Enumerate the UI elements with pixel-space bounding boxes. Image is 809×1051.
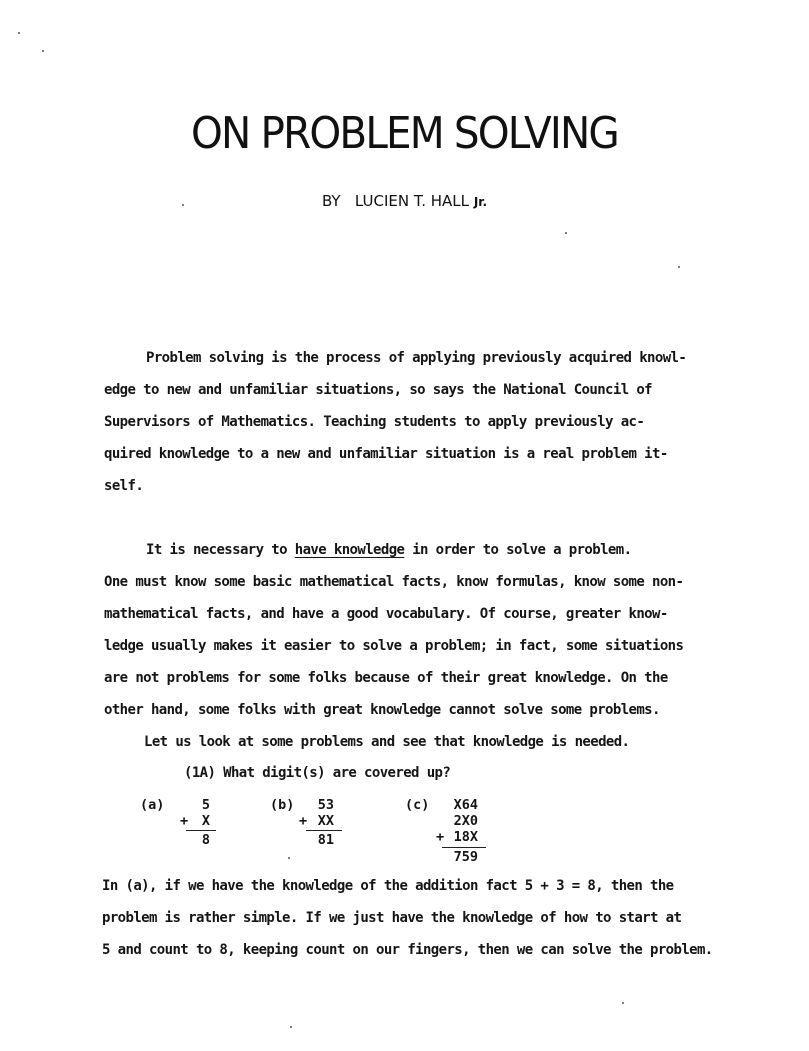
problem-label: (b) <box>270 797 295 813</box>
paragraph-3: Let us look at some problems and see that knowledge is needed. <box>144 734 630 750</box>
addend: 5 <box>201 797 210 813</box>
paragraph-2-line: ledge usually makes it easier to solve a problem; in fact, some situations <box>104 638 684 654</box>
plus-operator: + <box>299 813 308 829</box>
paragraph-2-line: other hand, some folks with great knowledge cannot solve some problems. <box>104 702 660 718</box>
byline-author: LUCIEN T. HALL <box>354 192 470 210</box>
plus-operator: + <box>436 829 445 845</box>
paragraph-1-line: quired knowledge to a new and unfamiliar situation is a real problem it- <box>104 446 668 462</box>
byline <box>0 192 809 210</box>
paragraph-2-line: One must know some basic mathematical facts, know formulas, know some non- <box>104 574 684 590</box>
sum-rule <box>442 847 486 848</box>
paragraph-2-line: mathematical facts, and have a good vocabulary. Of course, greater know- <box>104 606 668 622</box>
scan-speck <box>622 1002 624 1004</box>
paragraph-4-line: In (a), if we have the knowledge of the addition fact 5 + 3 = 8, then the <box>102 878 674 894</box>
problem-label: (a) <box>140 797 165 813</box>
paragraph-4-line: 5 and count to 8, keeping count on our fingers, then we can solve the problem. <box>102 942 713 958</box>
text-segment: in order to solve a problem. <box>404 542 632 558</box>
scan-speck <box>42 50 44 52</box>
question-1a: (1A) What digit(s) are covered up? <box>184 765 451 781</box>
scan-speck <box>18 32 20 34</box>
scan-speck <box>290 1026 292 1028</box>
addend: 18X <box>453 829 478 845</box>
scan-speck <box>678 266 680 268</box>
byline-suffix: Jr. <box>473 195 488 209</box>
paragraph-1-line: self. <box>104 478 144 494</box>
addend: 2X0 <box>453 813 478 829</box>
paragraph-1-line: Supervisors of Mathematics. Teaching students to apply previously ac- <box>104 414 645 430</box>
paragraph-2-line: are not problems for some folks because of their great knowledge. On the <box>104 670 668 686</box>
plus-operator: + <box>180 813 189 829</box>
sum-result: 81 <box>317 832 334 848</box>
scan-speck <box>565 232 567 234</box>
sum-result: 8 <box>201 832 210 848</box>
scan-speck <box>288 857 290 859</box>
paragraph-1-line: Problem solving is the process of applying previously acquired knowl- <box>146 350 687 366</box>
paragraph-2-first-line <box>146 542 631 558</box>
sum-result: 759 <box>453 849 478 865</box>
text-segment: It is necessary to <box>146 542 295 558</box>
sum-rule <box>306 830 342 831</box>
addend: X64 <box>453 797 478 813</box>
addend: XX <box>317 813 334 829</box>
paragraph-1-line: edge to new and unfamiliar situations, so says the National Council of <box>104 382 653 398</box>
underlined-phrase: have knowledge <box>294 542 405 558</box>
problem-label: (c) <box>405 797 430 813</box>
addend: X <box>201 813 210 829</box>
document-title: ON PROBLEM SOLVING <box>191 108 618 159</box>
scan-speck <box>182 204 184 206</box>
sum-rule <box>186 830 216 831</box>
byline-prefix: BY <box>321 192 341 210</box>
addend: 53 <box>317 797 334 813</box>
paragraph-4-line: problem is rather simple. If we just have the knowledge of how to start at <box>102 910 682 926</box>
